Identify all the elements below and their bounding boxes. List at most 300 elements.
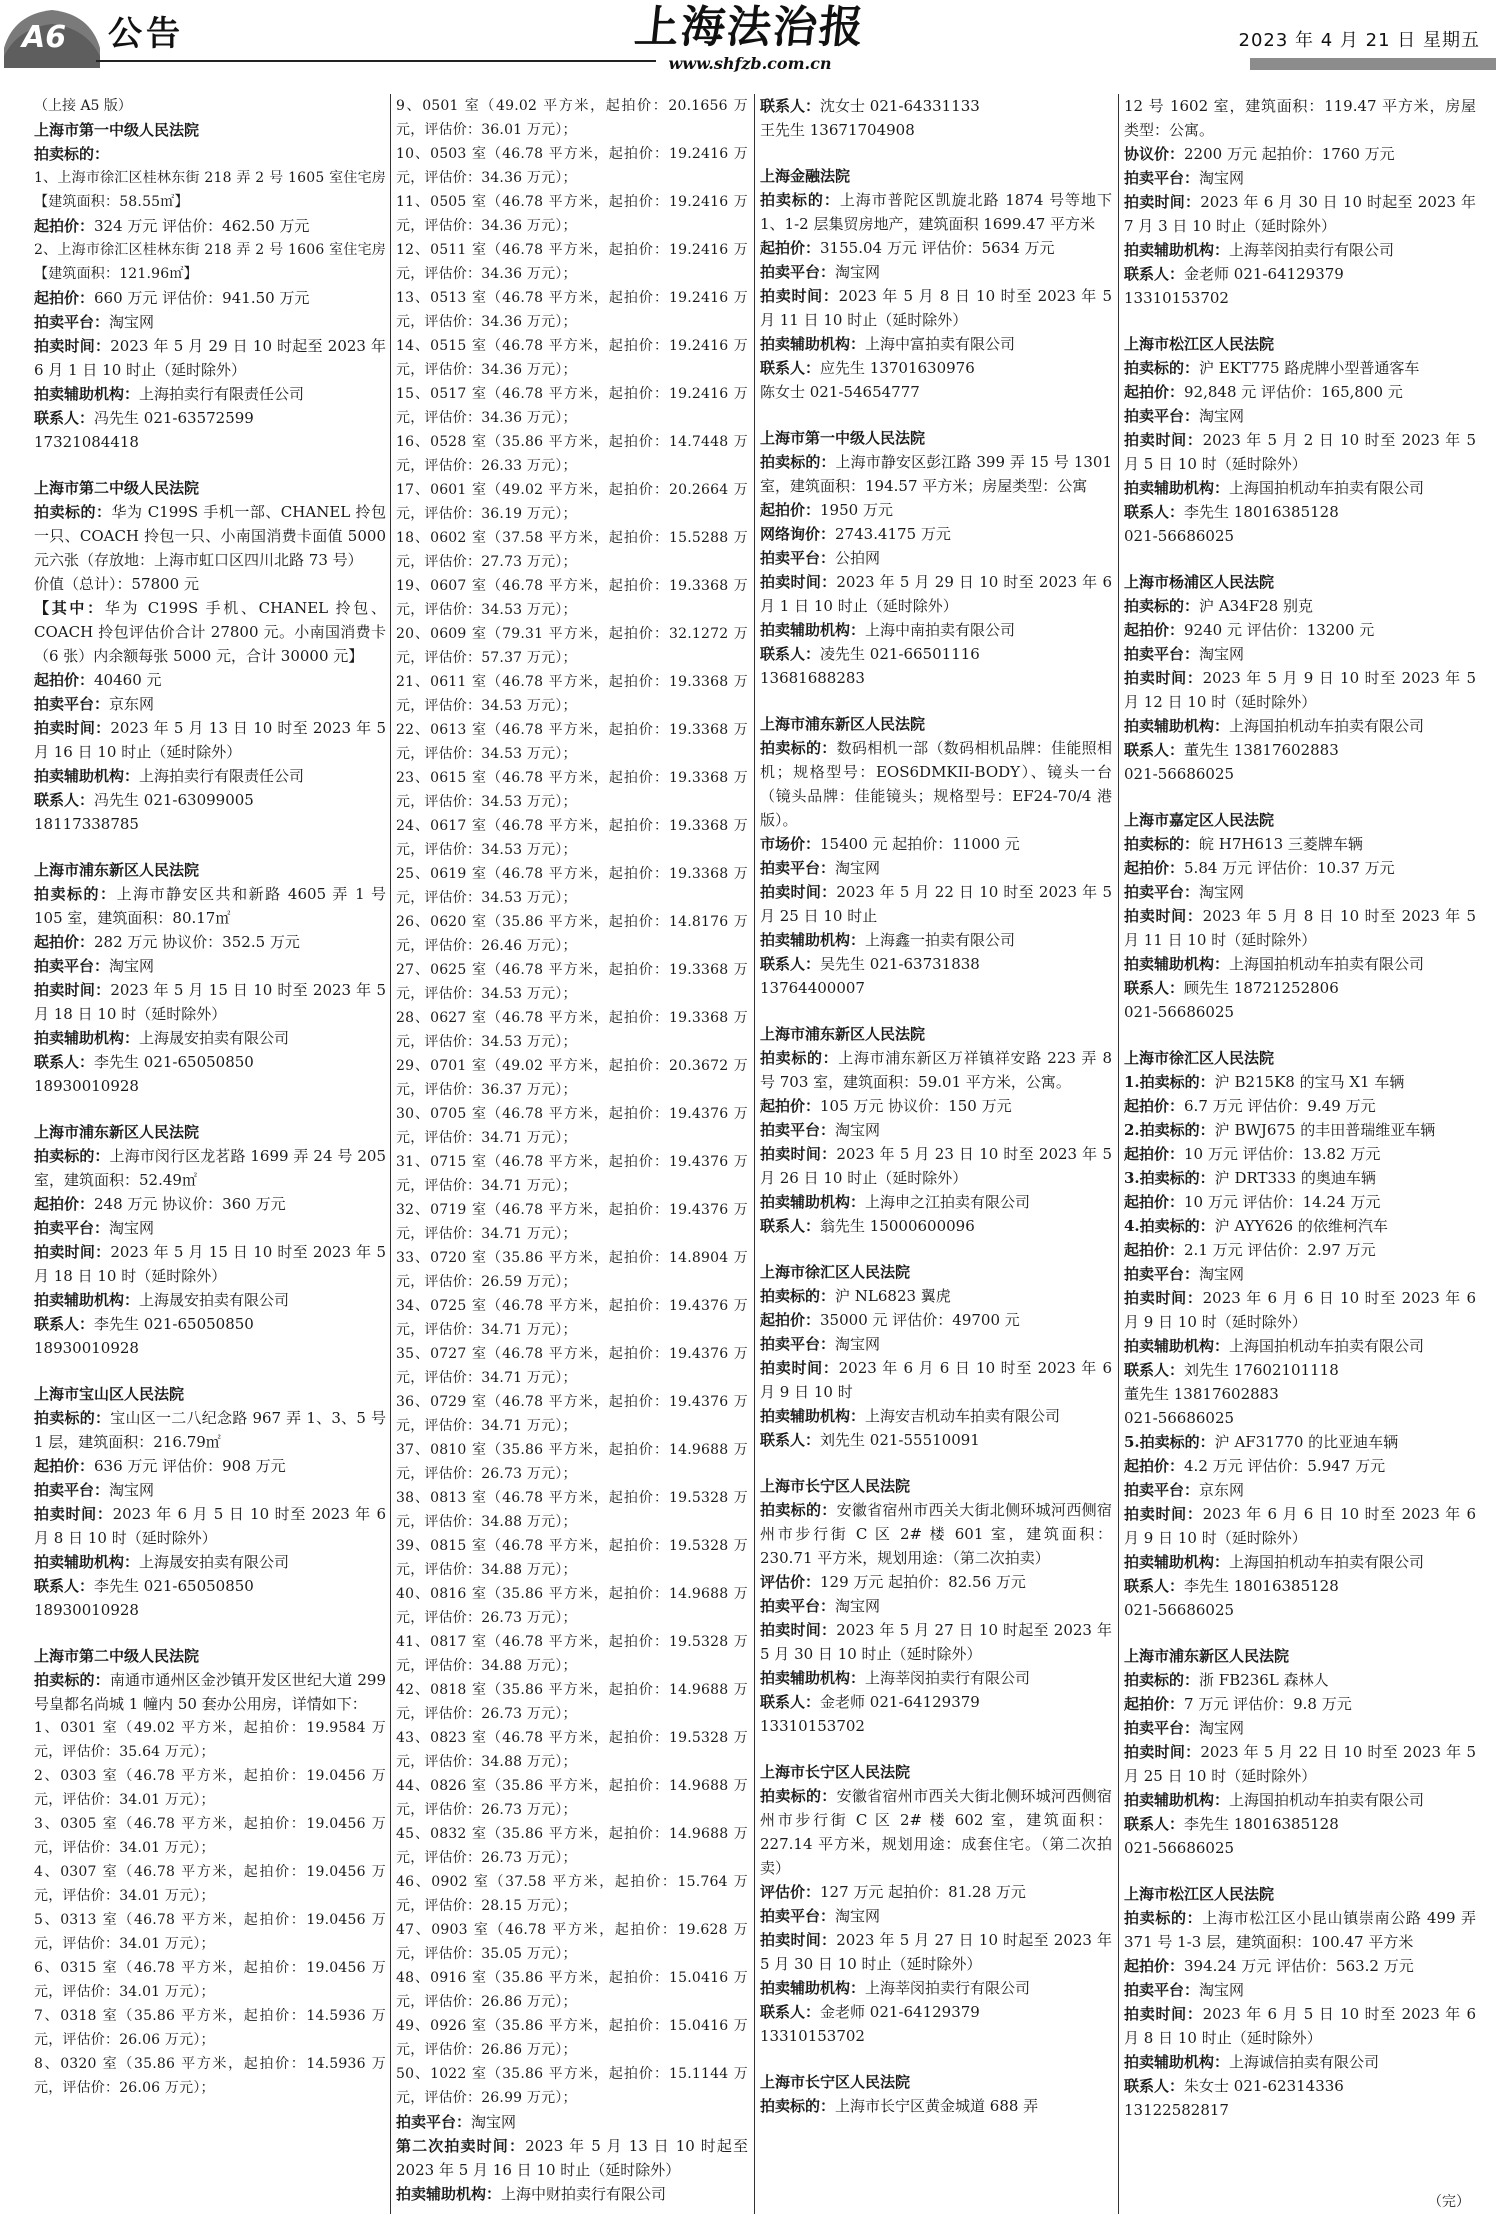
notice-line: 联系人：顾先生 18721252806	[1124, 979, 1339, 997]
notice-line: 联系人：董先生 13817602883	[1124, 741, 1339, 759]
notice-line: 拍卖标的：沪 EKT775 路虎牌小型普通客车	[1124, 359, 1420, 377]
field-label: 拍卖辅助机构：	[760, 335, 866, 353]
notice-line: 评估价：129 万元 起拍价：82.56 万元	[760, 1573, 1026, 1591]
notice-line: 31、0715 室（46.78 平方米，起拍价：19.4376 万元，评估价：34.71 万元）；	[396, 1154, 748, 1194]
field-label: 拍卖标的：	[34, 1409, 111, 1427]
field-label: 拍卖时间：	[34, 719, 111, 737]
notice-line: 拍卖辅助机构：上海安吉机动车拍卖有限公司	[760, 1407, 1061, 1425]
auction-notice	[34, 858, 386, 1098]
newspaper-name: 上海法治报	[632, 2, 868, 53]
notice-line: 19、0607 室（46.78 平方米，起拍价：19.3368 万元，评估价：34.53 万元）；	[396, 578, 748, 618]
column-divider	[1118, 94, 1119, 2214]
field-label: 联系人：	[1124, 1361, 1185, 1379]
notice-line: 拍卖标的：南通市通州区金沙镇开发区世纪大道 299 号皇都名尚城 1 幢内 50 套办公用房，详情如下：	[34, 1671, 386, 1713]
auction-notice	[760, 1474, 1112, 1738]
field-label: 拍卖时间：	[760, 1621, 837, 1639]
notice-line: 联系人：沈女士 021-64331133	[760, 97, 980, 115]
notice-line: 021-56686025	[1124, 527, 1235, 545]
field-label: 拍卖辅助机构：	[396, 2185, 502, 2203]
notice-line: 021-56686025	[1124, 1409, 1235, 1427]
court-name: 上海市长宁区人民法院	[760, 1763, 911, 1781]
notice-line: 起拍价：1950 万元	[760, 501, 893, 519]
notice-line: 起拍价：282 万元 协议价：352.5 万元	[34, 933, 300, 951]
field-label: 拍卖时间：	[1124, 1743, 1201, 1761]
notice-line: 拍卖平台：淘宝网	[396, 2113, 517, 2131]
auction-notice	[34, 1120, 386, 1360]
field-label: 拍卖标的：	[760, 1287, 836, 1305]
field-label: 起拍价：	[1124, 1241, 1185, 1259]
field-label: 拍卖时间：	[760, 1359, 839, 1377]
field-label: 联系人：	[1124, 1815, 1185, 1833]
notice-line: 29、0701 室（49.02 平方米，起拍价：20.3672 万元，评估价：36.37 万元）；	[396, 1058, 748, 1098]
notice-line: 2、0303 室（46.78 平方米，起拍价：19.0456 万元，评估价：34.01 万元）；	[34, 1768, 386, 1808]
field-label: 拍卖时间：	[34, 981, 111, 999]
field-label: 拍卖平台：	[1124, 1265, 1200, 1283]
field-label: 拍卖时间：	[760, 1145, 837, 1163]
notice-line: 拍卖平台：淘宝网	[760, 1335, 881, 1353]
field-label: 联系人：	[34, 791, 95, 809]
notice-line: 拍卖标的：华为 C199S 手机一部、CHANEL 拎包一只、COACH 拎包一只、小南国消费卡面值 5000 元六张（存放地：上海市虹口区四川北路 73 号）	[34, 503, 386, 569]
court-name: 上海金融法院	[760, 167, 851, 185]
field-label: 拍卖标的：	[760, 1787, 837, 1805]
section-title: 公告	[108, 14, 184, 54]
court-name: 上海市第二中级人民法院	[34, 1647, 200, 1665]
field-label: 起拍价：	[1124, 1695, 1185, 1713]
notice-line: 拍卖辅助机构：上海中南拍卖有限公司	[760, 621, 1016, 639]
field-label: 拍卖平台：	[34, 957, 110, 975]
court-name: 上海市长宁区人民法院	[760, 1477, 911, 1495]
notice-line: 拍卖辅助机构：上海莘闵拍卖行有限公司	[1124, 241, 1395, 259]
notice-line: 11、0505 室（46.78 平方米，起拍价：19.2416 万元，评估价：34.36 万元）；	[396, 194, 748, 234]
field-label: 市场价：	[760, 835, 821, 853]
field-label: 拍卖辅助机构：	[1124, 1791, 1230, 1809]
notice-line: 拍卖时间：2023 年 5 月 8 日 10 时至 2023 年 5 月 11 日 10 时（延时除外）	[1124, 907, 1476, 949]
field-label: 1.拍卖标的：	[1124, 1073, 1215, 1091]
notice-line: 起拍价：248 万元 协议价：360 万元	[34, 1195, 286, 1213]
notice-line: 拍卖平台：淘宝网	[1124, 169, 1245, 187]
notice-columns	[28, 94, 1474, 2214]
court-name: 上海市浦东新区人民法院	[760, 715, 926, 733]
notice-line: 38、0813 室（46.78 平方米，起拍价：19.5328 万元，评估价：34.88 万元）；	[396, 1490, 748, 1530]
auction-notice	[1124, 1046, 1476, 1622]
auction-notice	[760, 1760, 1112, 2048]
notice-line: 起拍价：92,848 元 评估价：165,800 元	[1124, 383, 1403, 401]
field-label: 起拍价：	[1124, 1457, 1185, 1475]
notice-line: 联系人：冯先生 021-63572599	[34, 409, 254, 427]
field-label: 起拍价：	[1124, 1957, 1185, 1975]
notice-line: 拍卖时间：2023 年 5 月 22 日 10 时至 2023 年 5 月 25 日 10 时（延时除外）	[1124, 1743, 1476, 1785]
notice-line: 13、0513 室（46.78 平方米，起拍价：19.2416 万元，评估价：34.36 万元）；	[396, 290, 748, 330]
court-name: 上海市浦东新区人民法院	[34, 1123, 200, 1141]
notice-line: 4.拍卖标的：沪 AYY626 的依维柯汽车	[1124, 1217, 1388, 1235]
notice-line: 拍卖标的：沪 NL6823 翼虎	[760, 1287, 951, 1305]
field-label: 拍卖辅助机构：	[1124, 955, 1230, 973]
notice-line: 2.拍卖标的：沪 BWJ675 的丰田普瑞维亚车辆	[1124, 1121, 1436, 1139]
notice-line: 2、上海市徐汇区桂林东街 218 弄 2 号 1606 室住宅房【建筑面积：121.96㎡】	[34, 242, 386, 282]
field-label: 拍卖辅助机构：	[1124, 717, 1230, 735]
field-label: 拍卖辅助机构：	[34, 1553, 140, 1571]
notice-line: 拍卖平台：淘宝网	[34, 1481, 155, 1499]
field-label: 网络询价：	[760, 525, 836, 543]
notice-line: 拍卖辅助机构：上海鑫一拍卖有限公司	[760, 931, 1016, 949]
notice-line: 价值（总计）：57800 元	[34, 575, 199, 593]
notice-line: 41、0817 室（46.78 平方米，起拍价：19.5328 万元，评估价：34.88 万元）；	[396, 1634, 748, 1674]
notice-line: 起拍价：660 万元 评估价：941.50 万元	[34, 289, 310, 307]
field-label: 联系人：	[1124, 979, 1185, 997]
notice-line: 1.拍卖标的：沪 B215K8 的宝马 X1 车辆	[1124, 1073, 1405, 1091]
field-label: 起拍价：	[34, 1457, 95, 1475]
notice-line: 021-56686025	[1124, 1601, 1235, 1619]
notice-line: 市场价：15400 元 起拍价：11000 元	[760, 835, 1020, 853]
field-label: 拍卖平台：	[1124, 1719, 1200, 1737]
field-label: 拍卖时间：	[1124, 193, 1201, 211]
notice-line: 拍卖辅助机构：上海莘闵拍卖行有限公司	[760, 1979, 1031, 1997]
notice-line: 拍卖辅助机构：上海国拍机动车拍卖有限公司	[1124, 1337, 1425, 1355]
field-label: 拍卖时间：	[34, 337, 111, 355]
field-label: 起拍价：	[34, 217, 95, 235]
field-label: 拍卖标的：	[1124, 359, 1200, 377]
column-1	[34, 94, 386, 2214]
notice-line: 20、0609 室（79.31 平方米，起拍价：32.1272 万元，评估价：57.37 万元）；	[396, 626, 748, 666]
notice-line: 拍卖标的：上海市松江区小昆山镇崇南公路 499 弄 371 号 1-3 层，建筑面积：100.47 平方米	[1124, 1909, 1476, 1951]
notice-line: 拍卖平台：淘宝网	[1124, 407, 1245, 425]
notice-line: 起拍价：105 万元 协议价：150 万元	[760, 1097, 1012, 1115]
column-divider	[754, 94, 755, 2214]
auction-notice	[1124, 94, 1476, 310]
field-label: 拍卖平台：	[760, 1597, 836, 1615]
notice-line: 9、0501 室（49.02 平方米，起拍价：20.1656 万元，评估价：36.01 万元）；	[396, 98, 748, 138]
field-label: 拍卖平台：	[1124, 645, 1200, 663]
notice-line: 49、0926 室（35.86 平方米，起拍价：15.0416 万元，评估价：26.86 万元）；	[396, 2018, 748, 2058]
field-label: 起拍价：	[1124, 1193, 1185, 1211]
notice-line: 25、0619 室（46.78 平方米，起拍价：19.3368 万元，评估价：34.53 万元）；	[396, 866, 748, 906]
notice-line: 起拍价：6.7 万元 评估价：9.49 万元	[1124, 1097, 1376, 1115]
field-label: 协议价：	[1124, 145, 1185, 163]
notice-line: 网络询价：2743.4175 万元	[760, 525, 951, 543]
notice-line: 33、0720 室（35.86 平方米，起拍价：14.8904 万元，评估价：26.59 万元）；	[396, 1250, 748, 1290]
notice-line: 起拍价：9240 元 评估价：13200 元	[1124, 621, 1375, 639]
field-label: 拍卖平台：	[34, 695, 110, 713]
header-rule	[96, 60, 656, 62]
field-label: 拍卖辅助机构：	[760, 1193, 866, 1211]
field-label: 3.拍卖标的：	[1124, 1169, 1215, 1187]
notice-line: 13310153702	[760, 2027, 865, 2045]
notice-line: 拍卖辅助机构：上海拍卖行有限责任公司	[34, 385, 305, 403]
field-label: 拍卖平台：	[34, 313, 110, 331]
field-label: 拍卖辅助机构：	[34, 1291, 140, 1309]
field-label: 拍卖标的：	[1124, 1909, 1203, 1927]
field-label: 拍卖辅助机构：	[34, 385, 140, 403]
notice-line: 起拍价：7 万元 评估价：9.8 万元	[1124, 1695, 1352, 1713]
field-label: 4.拍卖标的：	[1124, 1217, 1215, 1235]
notice-line: 拍卖辅助机构：上海拍卖行有限责任公司	[34, 767, 305, 785]
notice-line: 36、0729 室（46.78 平方米，起拍价：19.4376 万元，评估价：34.71 万元）；	[396, 1394, 748, 1434]
notice-line: 14、0515 室（46.78 平方米，起拍价：19.2416 万元，评估价：34.36 万元）；	[396, 338, 748, 378]
notice-line: 021-56686025	[1124, 1003, 1235, 1021]
field-label: 拍卖时间：	[760, 573, 837, 591]
notice-line: 16、0528 室（35.86 平方米，起拍价：14.7448 万元，评估价：26.33 万元）；	[396, 434, 748, 474]
notice-line: 42、0818 室（35.86 平方米，起拍价：14.9688 万元，评估价：26.73 万元）；	[396, 1682, 748, 1722]
field-label: 拍卖时间：	[760, 1931, 837, 1949]
notice-line: 8、0320 室（35.86 平方米，起拍价：14.5936 万元，评估价：26.06 万元）；	[34, 2056, 386, 2096]
notice-line: 起拍价：324 万元 评估价：462.50 万元	[34, 217, 310, 235]
auction-notice	[1124, 332, 1476, 548]
auction-notice	[34, 1644, 386, 2100]
notice-line: 44、0826 室（35.86 平方米，起拍价：14.9688 万元，评估价：26.73 万元）；	[396, 1778, 748, 1818]
notice-line: 拍卖时间：2023 年 5 月 8 日 10 时至 2023 年 5 月 11 日 10 时止（延时除外）	[760, 287, 1112, 329]
field-label: 拍卖辅助机构：	[760, 621, 866, 639]
notice-line: 联系人：应先生 13701630976	[760, 359, 975, 377]
notice-line: 拍卖标的：上海市长宁区黄金城道 688 弄	[760, 2097, 1039, 2115]
notice-line: 拍卖时间：2023 年 5 月 27 日 10 时起至 2023 年 5 月 30 日 10 时止（延时除外）	[760, 1621, 1112, 1663]
field-label: 拍卖标的：	[760, 2097, 836, 2115]
field-label: 拍卖时间：	[1124, 1289, 1203, 1307]
notice-line: 拍卖平台：淘宝网	[1124, 1719, 1245, 1737]
notice-line: 联系人：刘先生 021-55510091	[760, 1431, 980, 1449]
court-name: 上海市徐汇区人民法院	[760, 1263, 911, 1281]
field-label: 联系人：	[34, 409, 95, 427]
notice-line: 起拍价：10 万元 评估价：13.82 万元	[1124, 1145, 1381, 1163]
notice-line: 拍卖时间：2023 年 6 月 6 日 10 时至 2023 年 6 月 9 日 10 时（延时除外）	[1124, 1505, 1476, 1547]
notice-line: 联系人：朱女士 021-62314336	[1124, 2077, 1344, 2095]
notice-line: 拍卖平台：公拍网	[760, 549, 881, 567]
notice-line: 联系人：李先生 18016385128	[1124, 1577, 1339, 1595]
field-label: 起拍价：	[760, 239, 821, 257]
notice-line: 拍卖平台：淘宝网	[760, 1597, 881, 1615]
field-label: 起拍价：	[1124, 859, 1185, 877]
field-label: 联系人：	[34, 1315, 95, 1333]
field-label: 拍卖标的：	[34, 1671, 110, 1689]
column-4	[1124, 94, 1476, 2214]
field-label: 起拍价：	[34, 289, 95, 307]
field-label: 评估价：	[760, 1883, 821, 1901]
notice-line: 拍卖平台：淘宝网	[760, 1907, 881, 1925]
notice-line: 18、0602 室（37.58 平方米，起拍价：15.5288 万元，评估价：27.73 万元）；	[396, 530, 748, 570]
notice-line: 拍卖时间：2023 年 5 月 27 日 10 时起至 2023 年 5 月 30 日 10 时止（延时除外）	[760, 1931, 1112, 1973]
notice-line: 18930010928	[34, 1077, 139, 1095]
notice-line: 【其中：华为 C199S 手机、CHANEL 拎包、COACH 拎包评估价合计 27800 元。小南国消费卡（6 张）内余额每张 5000 元，合计 30000 元】	[34, 599, 386, 665]
field-label: 拍卖辅助机构：	[1124, 479, 1230, 497]
notice-line: 拍卖平台：淘宝网	[34, 1219, 155, 1237]
field-label: 拍卖标的：	[34, 503, 112, 521]
field-label: 起拍价：	[34, 933, 95, 951]
notice-line: 联系人：刘先生 17602101118	[1124, 1361, 1339, 1379]
field-label: 联系人：	[760, 2003, 821, 2021]
notice-line: 拍卖标的：上海市静安区共和新路 4605 弄 1 号 105 室，建筑面积：80.17㎡	[34, 885, 386, 927]
notice-line: 拍卖标的：数码相机一部（数码相机品牌：佳能照相机；规格型号：EOS6DMKII-BODY）、镜头一台（镜头品牌：佳能镜头；规格型号：EF24-70/4 港版）。	[760, 739, 1112, 829]
field-label: 拍卖时间：	[760, 883, 837, 901]
notice-line: 拍卖时间：2023 年 6 月 5 日 10 时至 2023 年 6 月 8 日 10 时止（延时除外）	[1124, 2005, 1476, 2047]
field-label: 联系人：	[1124, 2077, 1185, 2095]
notice-line: 联系人：金老师 021-64129379	[760, 1693, 980, 1711]
field-label: 拍卖平台：	[1124, 1981, 1200, 1999]
court-name: 上海市徐汇区人民法院	[1124, 1049, 1275, 1067]
field-label: 拍卖平台：	[1124, 1481, 1200, 1499]
notice-line: 起拍价：5.84 万元 评估价：10.37 万元	[1124, 859, 1395, 877]
notice-line: 10、0503 室（46.78 平方米，起拍价：19.2416 万元，评估价：34.36 万元）；	[396, 146, 748, 186]
field-label: 联系人：	[760, 955, 821, 973]
notice-line: 22、0613 室（46.78 平方米，起拍价：19.3368 万元，评估价：34.53 万元）；	[396, 722, 748, 762]
field-label: 起拍价：	[34, 1195, 95, 1213]
notice-line: 021-56686025	[1124, 765, 1235, 783]
notice-line: 27、0625 室（46.78 平方米，起拍价：19.3368 万元，评估价：34.53 万元）；	[396, 962, 748, 1002]
field-label: 拍卖平台：	[34, 1219, 110, 1237]
notice-line: 拍卖时间：2023 年 6 月 5 日 10 时至 2023 年 6 月 8 日 10 时（延时除外）	[34, 1505, 386, 1547]
page-number: A6	[22, 20, 67, 55]
field-label: 拍卖辅助机构：	[34, 767, 140, 785]
notice-line: 拍卖标的：安徽省宿州市西关大街北侧环城河西侧宿州市步行街 C 区 2# 楼 602 室，建筑面积：227.14 平方米，规划用途：成套住宅。（第二次拍卖）	[760, 1787, 1112, 1877]
notice-line: 021-56686025	[1124, 1839, 1235, 1857]
notice-line: 拍卖时间：2023 年 6 月 6 日 10 时至 2023 年 6 月 9 日 10 时	[760, 1359, 1112, 1401]
field-label: 拍卖辅助机构：	[760, 1979, 866, 1997]
field-label: 联系人：	[760, 359, 821, 377]
field-label: 联系人：	[760, 645, 821, 663]
court-name: 上海市第二中级人民法院	[34, 479, 200, 497]
notice-line: 1、上海市徐汇区桂林东街 218 弄 2 号 1605 室住宅房【建筑面积：58.55㎡】	[34, 170, 386, 210]
field-label: 起拍价：	[760, 501, 821, 519]
notice-line: 34、0725 室（46.78 平方米，起拍价：19.4376 万元，评估价：34.71 万元）；	[396, 1298, 748, 1338]
notice-line: 拍卖平台：淘宝网	[34, 957, 155, 975]
notice-line: 拍卖时间：2023 年 5 月 15 日 10 时至 2023 年 5 月 18 日 10 时（延时除外）	[34, 1243, 386, 1285]
notice-line: 拍卖辅助机构：上海国拍机动车拍卖有限公司	[1124, 1791, 1425, 1809]
notice-line: 35、0727 室（46.78 平方米，起拍价：19.4376 万元，评估价：34.71 万元）；	[396, 1346, 748, 1386]
notice-line: 协议价：2200 万元 起拍价：1760 万元	[1124, 145, 1395, 163]
notice-line: 拍卖标的：皖 H7H613 三菱牌车辆	[1124, 835, 1363, 853]
issue-date: 2023 年 4 月 21 日 星期五	[1238, 30, 1480, 51]
notice-line: 起拍价：35000 元 评估价：49700 元	[760, 1311, 1020, 1329]
notice-line: 拍卖平台：淘宝网	[1124, 645, 1245, 663]
auction-notice	[1124, 570, 1476, 786]
court-name: 上海市松江区人民法院	[1124, 335, 1275, 353]
notice-line: 15、0517 室（46.78 平方米，起拍价：19.2416 万元，评估价：34.36 万元）；	[396, 386, 748, 426]
notice-line: 起拍价：40460 元	[34, 671, 162, 689]
field-label: 拍卖平台：	[1124, 883, 1200, 901]
notice-line: 拍卖平台：淘宝网	[760, 263, 881, 281]
notice-line: 拍卖标的：浙 FB236L 森林人	[1124, 1671, 1329, 1689]
page-header	[0, 0, 1500, 86]
notice-line: 拍卖时间：2023 年 5 月 2 日 10 时至 2023 年 5 月 5 日 10 时（延时除外）	[1124, 431, 1476, 473]
notice-line: 50、1022 室（35.86 平方米，起拍价：15.1144 万元，评估价：26.99 万元）；	[396, 2066, 748, 2106]
notice-line: 拍卖时间：2023 年 5 月 22 日 10 时至 2023 年 5 月 25 日 10 时止	[760, 883, 1112, 925]
field-label: 拍卖时间：	[1124, 669, 1203, 687]
notice-line: 18930010928	[34, 1601, 139, 1619]
field-label: 拍卖标的：	[760, 739, 837, 757]
notice-line: 起拍价：4.2 万元 评估价：5.947 万元	[1124, 1457, 1386, 1475]
field-label: 联系人：	[760, 97, 821, 115]
field-label: 联系人：	[34, 1053, 95, 1071]
notice-line: 12 号 1602 室，建筑面积：119.47 平方米，房屋类型：公寓。	[1124, 97, 1476, 139]
notice-line: 13764400007	[760, 979, 865, 997]
notice-line: 联系人：翁先生 15000600096	[760, 1217, 975, 1235]
notice-line: 拍卖时间：2023 年 5 月 9 日 10 时至 2023 年 5 月 12 日 10 时（延时除外）	[1124, 669, 1476, 711]
notice-line: 起拍价：3155.04 万元 评估价：5634 万元	[760, 239, 1055, 257]
notice-line: 陈女士 021-54654777	[760, 383, 920, 401]
header-bar	[1250, 58, 1496, 70]
field-label: 拍卖辅助机构：	[1124, 1337, 1230, 1355]
notice-line: 23、0615 室（46.78 平方米，起拍价：19.3368 万元，评估价：34.53 万元）；	[396, 770, 748, 810]
newspaper-url: www.shfzb.com.cn	[668, 54, 832, 73]
notice-line: 39、0815 室（46.78 平方米，起拍价：19.5328 万元，评估价：34.88 万元）；	[396, 1538, 748, 1578]
notice-line: 联系人：李先生 021-65050850	[34, 1577, 254, 1595]
field-label: 起拍价：	[1124, 1097, 1185, 1115]
notice-line: 拍卖时间：2023 年 5 月 13 日 10 时至 2023 年 5 月 16 日 10 时止（延时除外）	[34, 719, 386, 761]
notice-line: 13122582817	[1124, 2101, 1229, 2119]
notice-line: 17321084418	[34, 433, 139, 451]
court-name: 上海市杨浦区人民法院	[1124, 573, 1275, 591]
field-label: 拍卖平台：	[760, 1121, 836, 1139]
field-label: 拍卖平台：	[760, 859, 836, 877]
notice-line: 拍卖标的：上海市静安区彭江路 399 弄 15 号 1301 室，建筑面积：194.57 平方米；房屋类型：公寓	[760, 453, 1112, 495]
field-label: 拍卖平台：	[760, 1335, 836, 1353]
field-label: 拍卖标的：	[34, 145, 110, 163]
notice-line: 37、0810 室（35.86 平方米，起拍价：14.9688 万元，评估价：26.73 万元）；	[396, 1442, 748, 1482]
field-label: 联系人：	[1124, 503, 1185, 521]
notice-line: 3.拍卖标的：沪 DRT333 的奥迪车辆	[1124, 1169, 1376, 1187]
field-label: 联系人：	[1124, 741, 1185, 759]
page-number-badge	[4, 6, 100, 68]
column-2	[396, 94, 748, 2214]
notice-line: 13310153702	[760, 1717, 865, 1735]
notice-line: 起拍价：2.1 万元 评估价：2.97 万元	[1124, 1241, 1376, 1259]
notice-line: 7、0318 室（35.86 平方米，起拍价：14.5936 万元，评估价：26.06 万元）；	[34, 2008, 386, 2048]
notice-line: 第二次拍卖时间：2023 年 5 月 13 日 10 时起至 2023 年 5 月 16 日 10 时止（延时除外）	[396, 2137, 748, 2179]
field-label: 拍卖辅助机构：	[1124, 1553, 1230, 1571]
auction-notice	[760, 94, 1112, 142]
notice-line: 拍卖辅助机构：上海莘闵拍卖行有限公司	[760, 1669, 1031, 1687]
field-label: 拍卖标的：	[760, 191, 840, 209]
notice-line: 5.拍卖标的：沪 AF31770 的比亚迪车辆	[1124, 1433, 1399, 1451]
auction-notice	[760, 712, 1112, 1000]
notice-line: 46、0902 室（37.58 平方米，起拍价：15.764 万元，评估价：28.15 万元）；	[396, 1874, 748, 1914]
field-label: 拍卖标的：	[1124, 597, 1200, 615]
auction-notice	[760, 1022, 1112, 1238]
auction-notice	[396, 94, 748, 2206]
notice-line: 5、0313 室（46.78 平方米，起拍价：19.0456 万元，评估价：34.01 万元）；	[34, 1912, 386, 1952]
notice-line: 拍卖辅助机构：上海晟安拍卖有限公司	[34, 1029, 290, 1047]
notice-line: 联系人：冯先生 021-63099005	[34, 791, 254, 809]
field-label: 拍卖平台：	[34, 1481, 110, 1499]
field-label: 拍卖平台：	[760, 263, 836, 281]
notice-line: 联系人：李先生 18016385128	[1124, 503, 1339, 521]
notice-line: 拍卖辅助机构：上海国拍机动车拍卖有限公司	[1124, 717, 1425, 735]
field-label: 拍卖标的：	[34, 885, 117, 903]
notice-line: 拍卖时间：2023 年 5 月 29 日 10 时至 2023 年 6 月 1 日 10 时止（延时除外）	[760, 573, 1112, 615]
notice-line: 4、0307 室（46.78 平方米，起拍价：19.0456 万元，评估价：34.01 万元）；	[34, 1864, 386, 1904]
notice-line: 拍卖辅助机构：上海申之江拍卖有限公司	[760, 1193, 1031, 1211]
notice-line: 拍卖辅助机构：上海晟安拍卖有限公司	[34, 1553, 290, 1571]
column-divider	[390, 94, 391, 2214]
notice-line: 拍卖辅助机构：上海国拍机动车拍卖有限公司	[1124, 1553, 1425, 1571]
notice-line: 17、0601 室（49.02 平方米，起拍价：20.2664 万元，评估价：36.19 万元）；	[396, 482, 748, 522]
field-label: 拍卖标的：	[1124, 835, 1200, 853]
notice-line: 拍卖标的：沪 A34F28 别克	[1124, 597, 1313, 615]
masthead	[620, 2, 880, 74]
notice-line: 拍卖平台：京东网	[34, 695, 155, 713]
notice-line: 联系人：金老师 021-64129379	[760, 2003, 980, 2021]
notice-line: 12、0511 室（46.78 平方米，起拍价：19.2416 万元，评估价：34.36 万元）；	[396, 242, 748, 282]
field-label: 拍卖辅助机构：	[1124, 241, 1230, 259]
end-mark: （完）	[1428, 2194, 1470, 2210]
auction-notice	[760, 426, 1112, 690]
field-label: 拍卖辅助机构：	[760, 931, 866, 949]
notice-line: 48、0916 室（35.86 平方米，起拍价：15.0416 万元，评估价：26.86 万元）；	[396, 1970, 748, 2010]
continuation-note: （上接 A5 版）	[34, 98, 132, 114]
field-label: 拍卖标的：	[760, 453, 836, 471]
notice-line: 拍卖时间：2023 年 5 月 29 日 10 时起至 2023 年 6 月 1 日 10 时止（延时除外）	[34, 337, 386, 379]
notice-line: 拍卖平台：淘宝网	[1124, 883, 1245, 901]
field-label: 起拍价：	[1124, 383, 1185, 401]
court-name: 上海市嘉定区人民法院	[1124, 811, 1275, 829]
